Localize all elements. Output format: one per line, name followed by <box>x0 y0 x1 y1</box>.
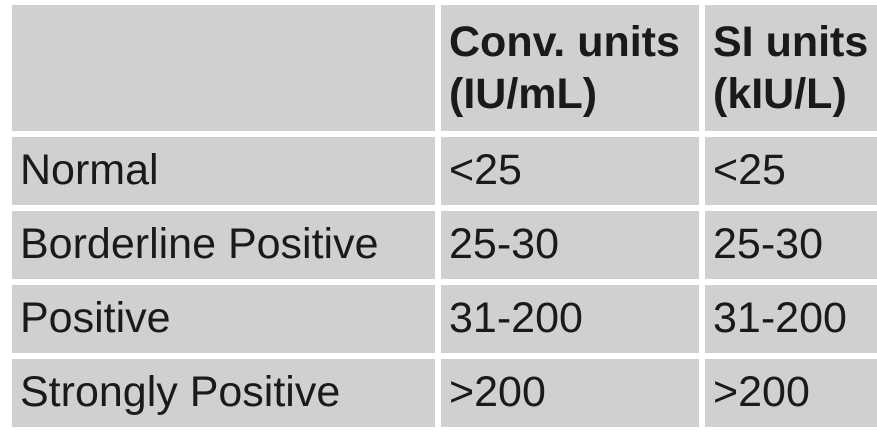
row-label-positive: Positive <box>12 285 435 353</box>
header-si-units-line1: SI units <box>713 17 869 66</box>
header-empty-cell <box>12 5 435 131</box>
row-si-normal: <25 <box>705 137 877 205</box>
row-si-strongly-positive: >200 <box>705 359 877 427</box>
header-conv-units-line2: (IU/mL) <box>449 70 598 118</box>
row-label-borderline-positive: Borderline Positive <box>12 211 435 279</box>
row-conv-positive: 31-200 <box>441 285 699 353</box>
header-conv-units <box>441 5 699 131</box>
header-si-units-line2: (kIU/L) <box>713 70 847 118</box>
row-conv-borderline-positive: 25-30 <box>441 211 699 279</box>
row-label-normal: Normal <box>12 137 435 205</box>
row-conv-strongly-positive: >200 <box>441 359 699 427</box>
row-label-strongly-positive: Strongly Positive <box>12 359 435 427</box>
header-conv-units-line1: Conv. units <box>449 17 680 66</box>
row-si-positive: 31-200 <box>705 285 877 353</box>
row-si-borderline-positive: 25-30 <box>705 211 877 279</box>
row-conv-normal: <25 <box>441 137 699 205</box>
header-si-units <box>705 5 877 131</box>
